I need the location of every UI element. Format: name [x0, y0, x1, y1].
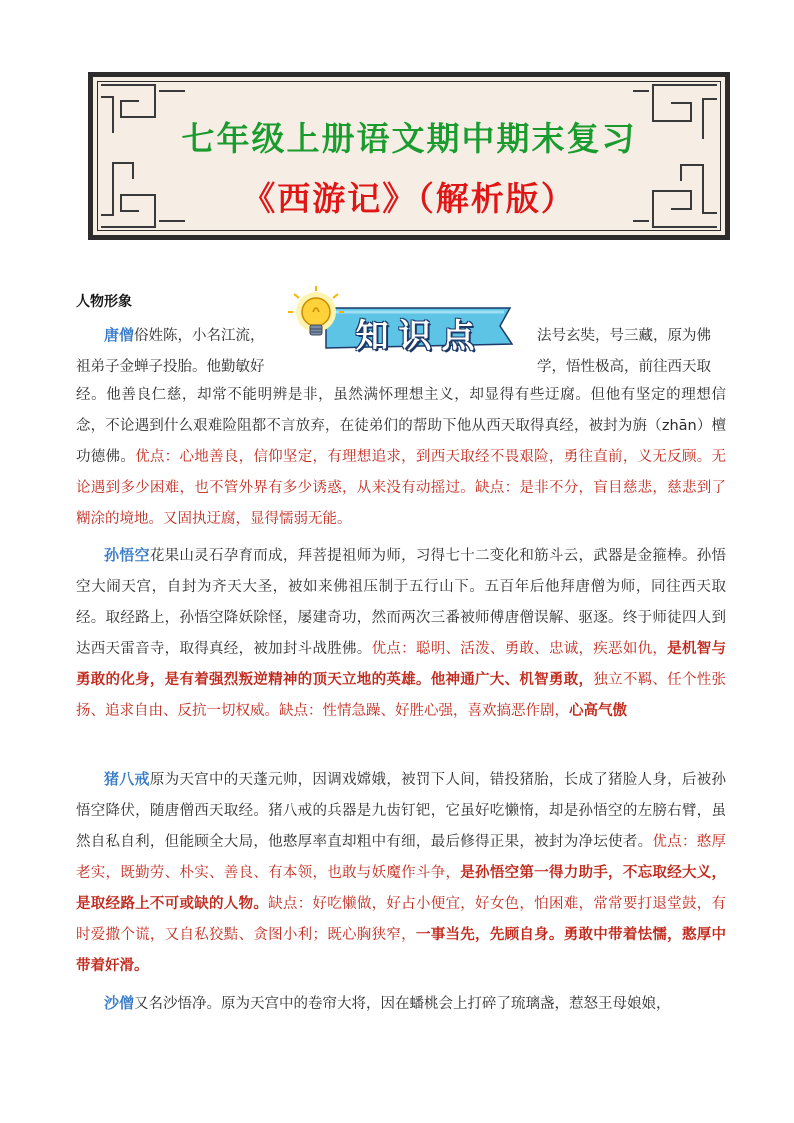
- section-heading: 人物形象: [76, 294, 132, 310]
- title-banner: [88, 72, 730, 240]
- zhubajie-merits-c: 缺点：好吃懒做，好占小便宜，好女色，怕困难，常常要打退堂鼓，有时爱撒个谎，又自私狡黠、贪图小利；既心胸狭窄，: [76, 896, 727, 943]
- shaseng-description: 又名沙悟净。原为天宫中的卷帘大将，因在蟠桃会上打碎了琉璃盏，惹怒王母娘娘，: [134, 996, 671, 1012]
- tangseng-line-1a: [104, 324, 265, 345]
- document-subtitle: 《西游记》（解析版）: [242, 179, 576, 218]
- sunwukong-merits-d: 心高气傲: [569, 703, 627, 719]
- tangseng-analysis: 优点：心地善良，信仰坚定，有理想追求，到西天取经不畏艰险，勇往直前，义无反顾。无论遇到多少困难，也不管外界有多少诱惑，从来没有动摇过。缺点：是非不分，盲目慈悲，慈悲到了糊涂的境地。又固执迂腐，显得懦弱无能。: [76, 449, 727, 527]
- sunwukong-paragraph: [76, 540, 726, 727]
- tangseng-line-2b: 学，悟性极高，前往西天取: [537, 359, 711, 375]
- tangseng-text-1a: 俗姓陈，小名江流，: [134, 328, 265, 344]
- sunwukong-description: 花果山灵石孕育而成，拜菩提祖师为师，习得七十二变化和筋斗云，武器是金箍棒。孙悟空大闹天宫，自封为齐天大圣，被如来佛祖压制于五行山下。五百年后他拜唐僧为师，同往西天取经。取经路上，孙悟空降妖除怪，屡建奇功，然而两次三番被师傅唐僧误解、驱逐。终于师徒四人到达西天雷音寺，取得真经，被加封斗战胜佛。: [76, 548, 726, 657]
- sunwukong-merits-b: 是机智与勇敢的化身，是有着强烈叛逆精神的顶天立地的英雄。他神通广大、机智勇敢，: [76, 641, 727, 688]
- sunwukong-merits-c: 独立不羁、任个性张扬、追求自由、反抗一切权威。缺点：性情急躁、好胜心强，喜欢搞恶作剧，: [76, 672, 726, 719]
- document-title: 七年级上册语文期中期末复习: [181, 119, 637, 158]
- knowledge-badge: [286, 286, 518, 364]
- zhubajie-merits-d: 一事当先，先顾自身。勇敢中带着怯懦，憨厚中带着奸滑。: [76, 927, 727, 974]
- character-name-sunwukong: 孙悟空: [104, 546, 150, 564]
- zhubajie-merits-a: 优点：憨厚老实，既勤劳、朴实、善良、有本领，也敢与妖魔作斗争，: [76, 834, 727, 881]
- character-name-zhubajie: 猪八戒: [104, 770, 150, 788]
- shaseng-paragraph: [76, 988, 726, 1020]
- sunwukong-merits-a: 优点：聪明、活泼、勇敢、忠诚，疾恶如仇，: [371, 641, 668, 657]
- tangseng-paragraph: [76, 380, 726, 535]
- zhubajie-description: 原为天宫中的天蓬元帅，因调戏嫦娥，被罚下人间，错投猪胎，长成了猪脸人身，后被孙悟空降伏，随唐僧西天取经。猪八戒的兵器是九齿钉钯，它虽好吃懒惰，却是孙悟空的左膀右臂，虽然自私自利，但能顾全大局，他憨厚率直却粗中有细，最后修得正果，被封为净坛使者。: [76, 772, 726, 850]
- tangseng-line-1b: 法号玄奘，号三藏，原为佛: [537, 328, 711, 344]
- zhubajie-paragraph: [76, 764, 726, 982]
- character-name-shaseng: 沙僧: [104, 994, 135, 1012]
- tangseng-line-2a: 祖弟子金蝉子投胎。他勤敏好: [76, 359, 265, 375]
- badge-label: 知识点: [355, 316, 485, 355]
- tangseng-description: 经。他善良仁慈，却常不能明辨是非，虽然满怀理想主义，却显得有些迂腐。但他有坚定的理想信念，不论遇到什么艰难险阻都不言放弃，在徒弟们的帮助下他从西天取得真经，被封为旃（zhān）檀功德佛。: [76, 387, 726, 465]
- zhubajie-merits-b: 是孙悟空第一得力助手，不忘取经大义，是取经路上不可或缺的人物。: [76, 865, 727, 912]
- character-name-tangseng: 唐僧: [104, 326, 135, 344]
